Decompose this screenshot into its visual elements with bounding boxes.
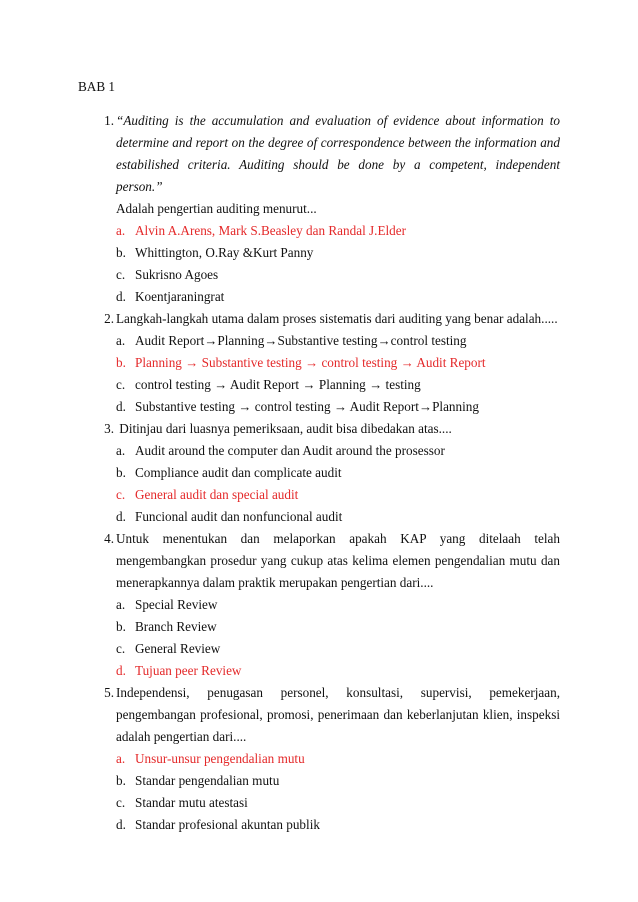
option-letter: b. — [116, 619, 126, 634]
question-text — [116, 308, 560, 330]
option-text: Compliance audit dan complicate audit — [135, 465, 342, 480]
question-text — [116, 528, 560, 594]
option-letter: a. — [116, 333, 126, 348]
option-letter: d. — [116, 289, 126, 304]
option-text: Sukrisno Agoes — [135, 267, 219, 282]
option-text: Standar profesional akuntan publik — [135, 817, 320, 832]
option-c — [0, 374, 638, 396]
option-b — [0, 352, 638, 374]
option-b — [0, 462, 638, 484]
option-text: Special Review — [135, 597, 218, 612]
question-number: 2. — [104, 311, 114, 326]
option-letter: b. — [116, 465, 126, 480]
option-a — [0, 440, 638, 462]
question-text — [116, 110, 560, 220]
option-text: Unsur-unsur pengendalian mutu — [135, 751, 305, 766]
option-text: Branch Review — [135, 619, 217, 634]
option-text: Funcional audit dan nonfuncional audit — [135, 509, 343, 524]
option-b — [0, 616, 638, 638]
option-text: control testing → Audit Report → Planning → testing — [135, 377, 421, 392]
option-letter: b. — [116, 245, 126, 260]
option-b — [0, 242, 638, 264]
option-letter: b. — [116, 773, 126, 788]
option-c — [0, 638, 638, 660]
option-c — [0, 484, 638, 506]
question-list — [0, 110, 638, 836]
option-letter: b. — [116, 355, 126, 370]
option-letter: a. — [116, 443, 126, 458]
option-letter: d. — [116, 399, 126, 414]
option-text: Substantive testing → control testing → Audit Report→Planning — [135, 399, 479, 414]
option-letter: c. — [116, 487, 126, 502]
question-number: 1. — [104, 113, 114, 128]
option-letter: d. — [116, 817, 126, 832]
option-letter: c. — [116, 377, 126, 392]
question-4 — [0, 528, 638, 682]
option-list — [0, 748, 638, 836]
option-a — [0, 220, 638, 242]
chapter-title: BAB 1 — [78, 79, 116, 94]
option-c — [0, 264, 638, 286]
option-b — [0, 770, 638, 792]
question-3 — [0, 418, 638, 528]
option-a — [0, 330, 638, 352]
option-d — [0, 814, 638, 836]
option-letter: c. — [116, 641, 126, 656]
option-text: Alvin A.Arens, Mark S.Beasley dan Randal J.Elder — [135, 223, 407, 238]
option-text: General Review — [135, 641, 221, 656]
question-stem: Adalah pengertian auditing menurut... — [116, 201, 317, 216]
option-d — [0, 506, 638, 528]
question-1 — [0, 110, 638, 308]
question-text — [116, 418, 560, 440]
option-d — [0, 286, 638, 308]
option-list — [0, 594, 638, 682]
option-letter: a. — [116, 223, 126, 238]
option-text: Koentjaraningrat — [135, 289, 225, 304]
question-5 — [0, 682, 638, 836]
option-list — [0, 220, 638, 308]
option-text: Planning → Substantive testing → control testing → Audit Report — [135, 355, 486, 370]
question-number: 4. — [104, 531, 114, 546]
option-text: Standar mutu atestasi — [135, 795, 248, 810]
question-number: 3. — [104, 421, 114, 436]
option-letter: d. — [116, 663, 126, 678]
question-stem: Langkah-langkah utama dalam proses sistematis dari auditing yang benar adalah..... — [116, 311, 558, 326]
option-a — [0, 594, 638, 616]
option-a — [0, 748, 638, 770]
option-list — [0, 440, 638, 528]
option-d — [0, 660, 638, 682]
option-d — [0, 396, 638, 418]
option-letter: d. — [116, 509, 126, 524]
question-stem: Independensi, penugasan personel, konsultasi, supervisi, pemekerjaan, pengembangan profesional, promosi, penerimaan dan keberlanjutan klien, inspeksi adalah pengertian dari.... — [116, 685, 560, 744]
question-quote: “Auditing is the accumulation and evaluation of evidence about information to determine and report on the degree of correspondence between the information and estabilished criteria. Auditing should be done by a competent, independent person.” — [116, 113, 560, 194]
option-list — [0, 330, 638, 418]
question-2 — [0, 308, 638, 418]
option-letter: a. — [116, 751, 126, 766]
option-letter: a. — [116, 597, 126, 612]
option-text: Audit Report→Planning→Substantive testing→control testing — [135, 333, 467, 348]
option-letter: c. — [116, 267, 126, 282]
question-number: 5. — [104, 685, 114, 700]
question-text — [116, 682, 560, 748]
option-text: Audit around the computer dan Audit around the prosessor — [135, 443, 445, 458]
option-text: Tujuan peer Review — [135, 663, 242, 678]
question-stem: Untuk menentukan dan melaporkan apakah KAP yang ditelaah telah mengembangkan prosedur yang cukup atas kelima elemen pengendalian mutu dan menerapkannya dalam praktik merupakan pengertian dari.... — [116, 531, 560, 590]
option-text: Whittington, O.Ray &Kurt Panny — [135, 245, 314, 260]
option-letter: c. — [116, 795, 126, 810]
question-stem: Ditinjau dari luasnya pemeriksaan, audit bisa dibedakan atas.... — [116, 421, 452, 436]
option-text: Standar pengendalian mutu — [135, 773, 280, 788]
option-c — [0, 792, 638, 814]
option-text: General audit dan special audit — [135, 487, 299, 502]
